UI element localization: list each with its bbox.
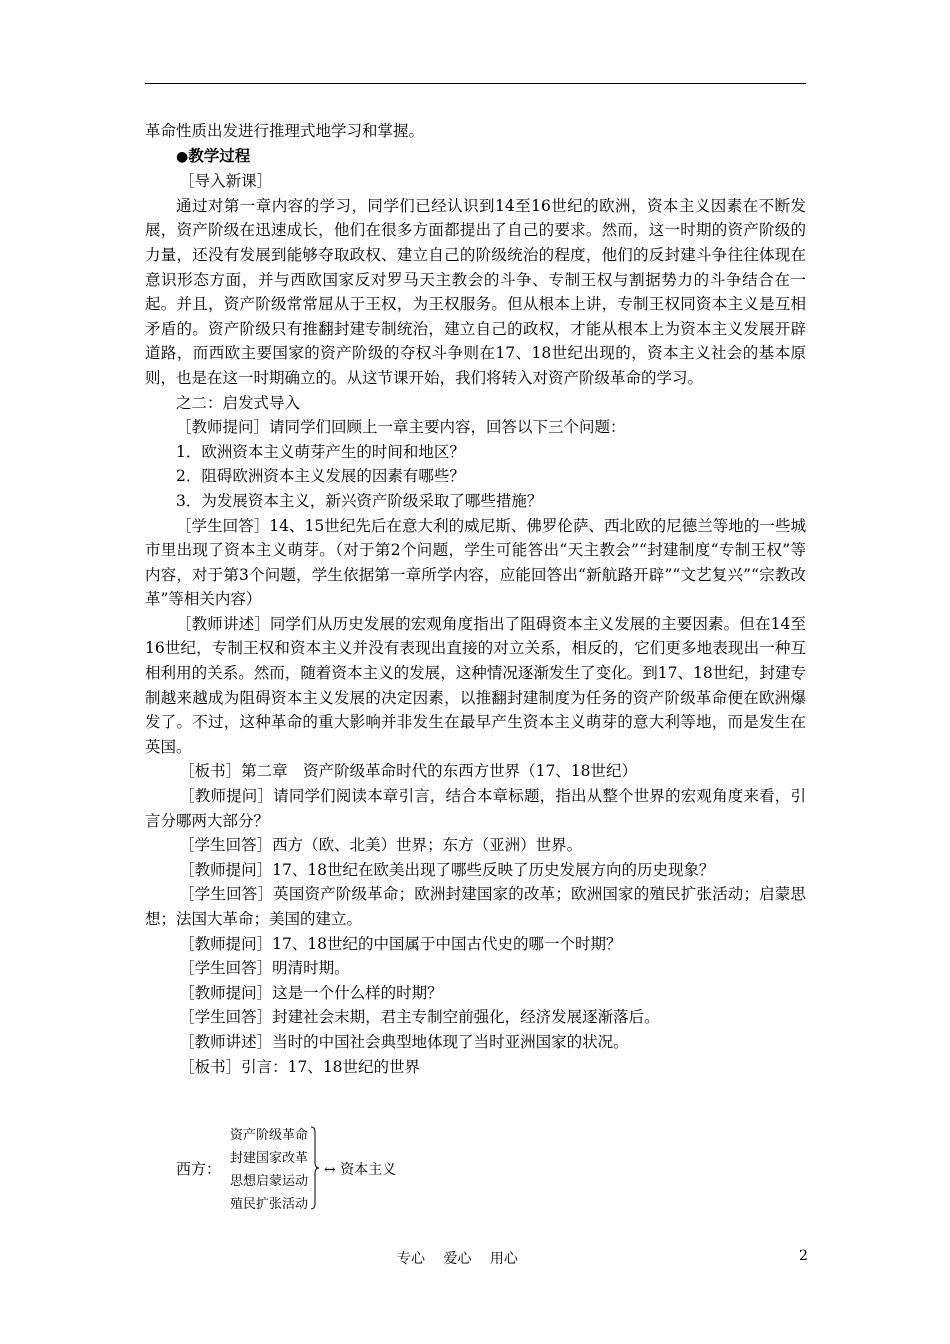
paragraph: 革命性质出发进行推理式地学习和掌握。 — [145, 122, 425, 140]
diagram-items — [230, 1124, 308, 1216]
paragraph: ［教师提问］请同学们回顾上一章主要内容，回答以下三个问题： — [176, 418, 626, 437]
paragraph: ［教师讲述］同学们从历史发展的宏观角度指出了阻碍资本主义发展的主要因素。但在14至16世纪，专制王权和资本主义并没有表现出直接的对立关系，相反的，它们更多地表现出一种互相利用的关系。然而，随着资本主义的发展，这种情况逐渐发生了变化。到17、18世纪，封建专制越来越成为阻碍资本主义发展的决定因素，以推翻封建制度为任务的资产阶级革命便在欧洲爆发了。不过，这种革命的重大影响并非发生在最早产生资本主义萌芽的意大利等地，而是发生在英国。 — [145, 614, 806, 756]
footer-motto: 专心 爱心 用心 — [397, 1251, 518, 1267]
section-heading — [145, 144, 806, 170]
paragraph: ［教师提问］这是一个什么样的时期？ — [179, 983, 443, 1002]
west-brace-diagram — [176, 1124, 436, 1216]
right-brace-icon — [310, 1126, 320, 1210]
paragraph: 之二：启发式导入 — [176, 393, 301, 412]
page-number: 2 — [799, 1248, 808, 1264]
paragraph: ［板书］引言：17、18世纪的世界 — [179, 1057, 421, 1076]
paragraph: ［学生回答］明清时期。 — [179, 959, 350, 978]
diagram-label: 西方： — [176, 1160, 222, 1178]
header-rule — [145, 83, 806, 84]
paragraph: ［教师提问］请同学们阅读本章引言，结合本章标题，指出从整个世界的宏观角度来看，引言分哪两大部分？ — [145, 787, 806, 830]
question-item: 1．欧洲资本主义萌芽产生的时间和地区？ — [176, 442, 465, 461]
diagram-item: 思想启蒙运动 — [230, 1174, 309, 1189]
paragraph: ［板书］第二章 资产阶级革命时代的东西方世界（17、18世纪） — [179, 762, 638, 781]
question-item: 3．为发展资本主义，新兴资产阶级采取了哪些措施？ — [176, 491, 543, 510]
paragraph: 通过对第一章内容的学习，同学们已经认识到14至16世纪的欧洲，资本主义因素在不断发展，资产阶级在迅速成长，他们在很多方面都提出了自己的要求。然而，这一时期的资产阶级的力量，还没有发展到能够夺取政权、建立自己的阶级统治的程度，他们的反封建斗争往往体现在意识形态方面，并与西欧国家反对罗马天主教会的斗争、专制王权与割据势力的斗争结合在一起。并且，资产阶级常常屈从于王权，为王权服务。但从根本上讲，专制王权同资本主义是互相矛盾的。资产阶级只有推翻封建专制统治，建立自己的政权，才能从根本上为资本主义发展开辟道路，而西欧主要国家的资产阶级的夺权斗争则在17、18世纪出现的，资本主义社会的基本原则，也是在这一时期确立的。从这节课开始，我们将转入对资产阶级革命的学习。 — [145, 196, 806, 387]
diagram-target: 资本主义 — [340, 1162, 397, 1178]
diagram-relation — [324, 1159, 396, 1179]
document-body — [145, 119, 806, 1079]
paragraph: ［学生回答］英国资产阶级革命；欧洲封建国家的改革；欧洲国家的殖民扩张活动；启蒙思想；法国大革命；美国的建立。 — [145, 885, 806, 928]
diagram-item: 封建国家改革 — [230, 1151, 309, 1166]
heading-text: 教学过程 — [188, 145, 251, 165]
paragraph: ［教师提问］17、18世纪在欧美出现了哪些反映了历史发展方向的历史现象？ — [179, 860, 715, 879]
bullet-icon: ● — [176, 148, 189, 165]
diagram-item: 殖民扩张活动 — [230, 1197, 309, 1212]
paragraph: ［导入新课］ — [179, 172, 273, 191]
double-arrow-icon: ↔ — [324, 1162, 336, 1178]
paragraph: ［教师讲述］当时的中国社会典型地体现了当时亚洲国家的状况。 — [179, 1032, 629, 1051]
paragraph: ［教师提问］17、18世纪的中国属于中国古代史的哪一个时期？ — [179, 934, 622, 953]
paragraph: ［学生回答］14、15世纪先后在意大利的威尼斯、佛罗伦萨、西北欧的尼德兰等地的一些城市里出现了资本主义萌芽。（对于第2个问题，学生可能答出“天主教会”“封建制度“专制王权”等内容，对于第3个问题，学生依据第一章所学内容，应能回答出“新航路开辟”“文艺复兴”“宗教改革”等相关内容） — [145, 516, 806, 609]
paragraph: ［学生回答］西方（欧、北美）世界；东方（亚洲）世界。 — [179, 836, 583, 855]
paragraph: ［学生回答］封建社会末期，君主专制空前强化，经济发展逐渐落后。 — [179, 1008, 660, 1027]
diagram-item: 资产阶级革命 — [230, 1128, 309, 1143]
question-item: 2．阻碍欧洲资本主义发展的因素有哪些？ — [176, 467, 465, 486]
